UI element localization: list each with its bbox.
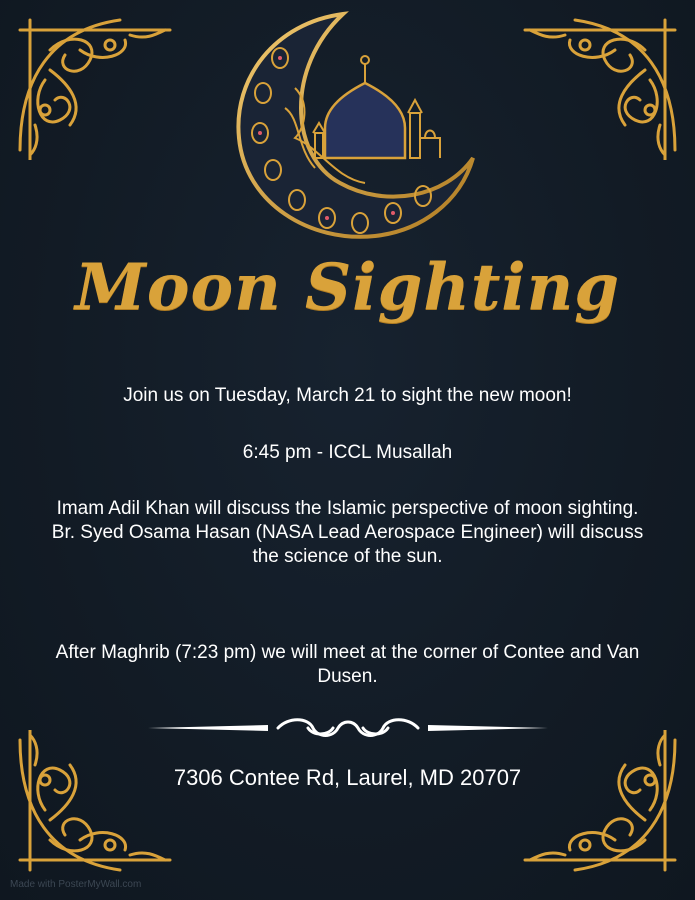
corner-ornament-bottom-right-icon (515, 730, 685, 880)
address-text: 7306 Contee Rd, Laurel, MD 20707 (173, 765, 522, 790)
after-maghrib-text: After Maghrib (7:23 pm) we will meet at the corner of Contee and Van Dusen. (55, 642, 640, 687)
corner-ornament-top-right-icon (515, 10, 685, 160)
flourish-divider-icon (148, 712, 548, 744)
speaker-2-text: Br. Syed Osama Hasan (NASA Lead Aerospace Engineer) will discuss the science of the sun. (51, 522, 644, 567)
corner-ornament-top-left-icon (10, 10, 180, 160)
time-location-text: 6:45 pm - ICCL Musallah (242, 442, 453, 463)
speaker-1-text: Imam Adil Khan will discuss the Islamic perspective of moon sighting. (56, 498, 639, 519)
invite-text: Join us on Tuesday, March 21 to sight the new moon! (123, 385, 572, 406)
corner-ornament-bottom-left-icon (10, 730, 180, 880)
poster-title: Moon Sighting (75, 250, 620, 325)
crescent-moon-icon (225, 8, 485, 248)
speakers-block (40, 497, 655, 569)
watermark-text: Made with PosterMyWall.com (10, 879, 142, 890)
mosque-icon (313, 56, 440, 158)
